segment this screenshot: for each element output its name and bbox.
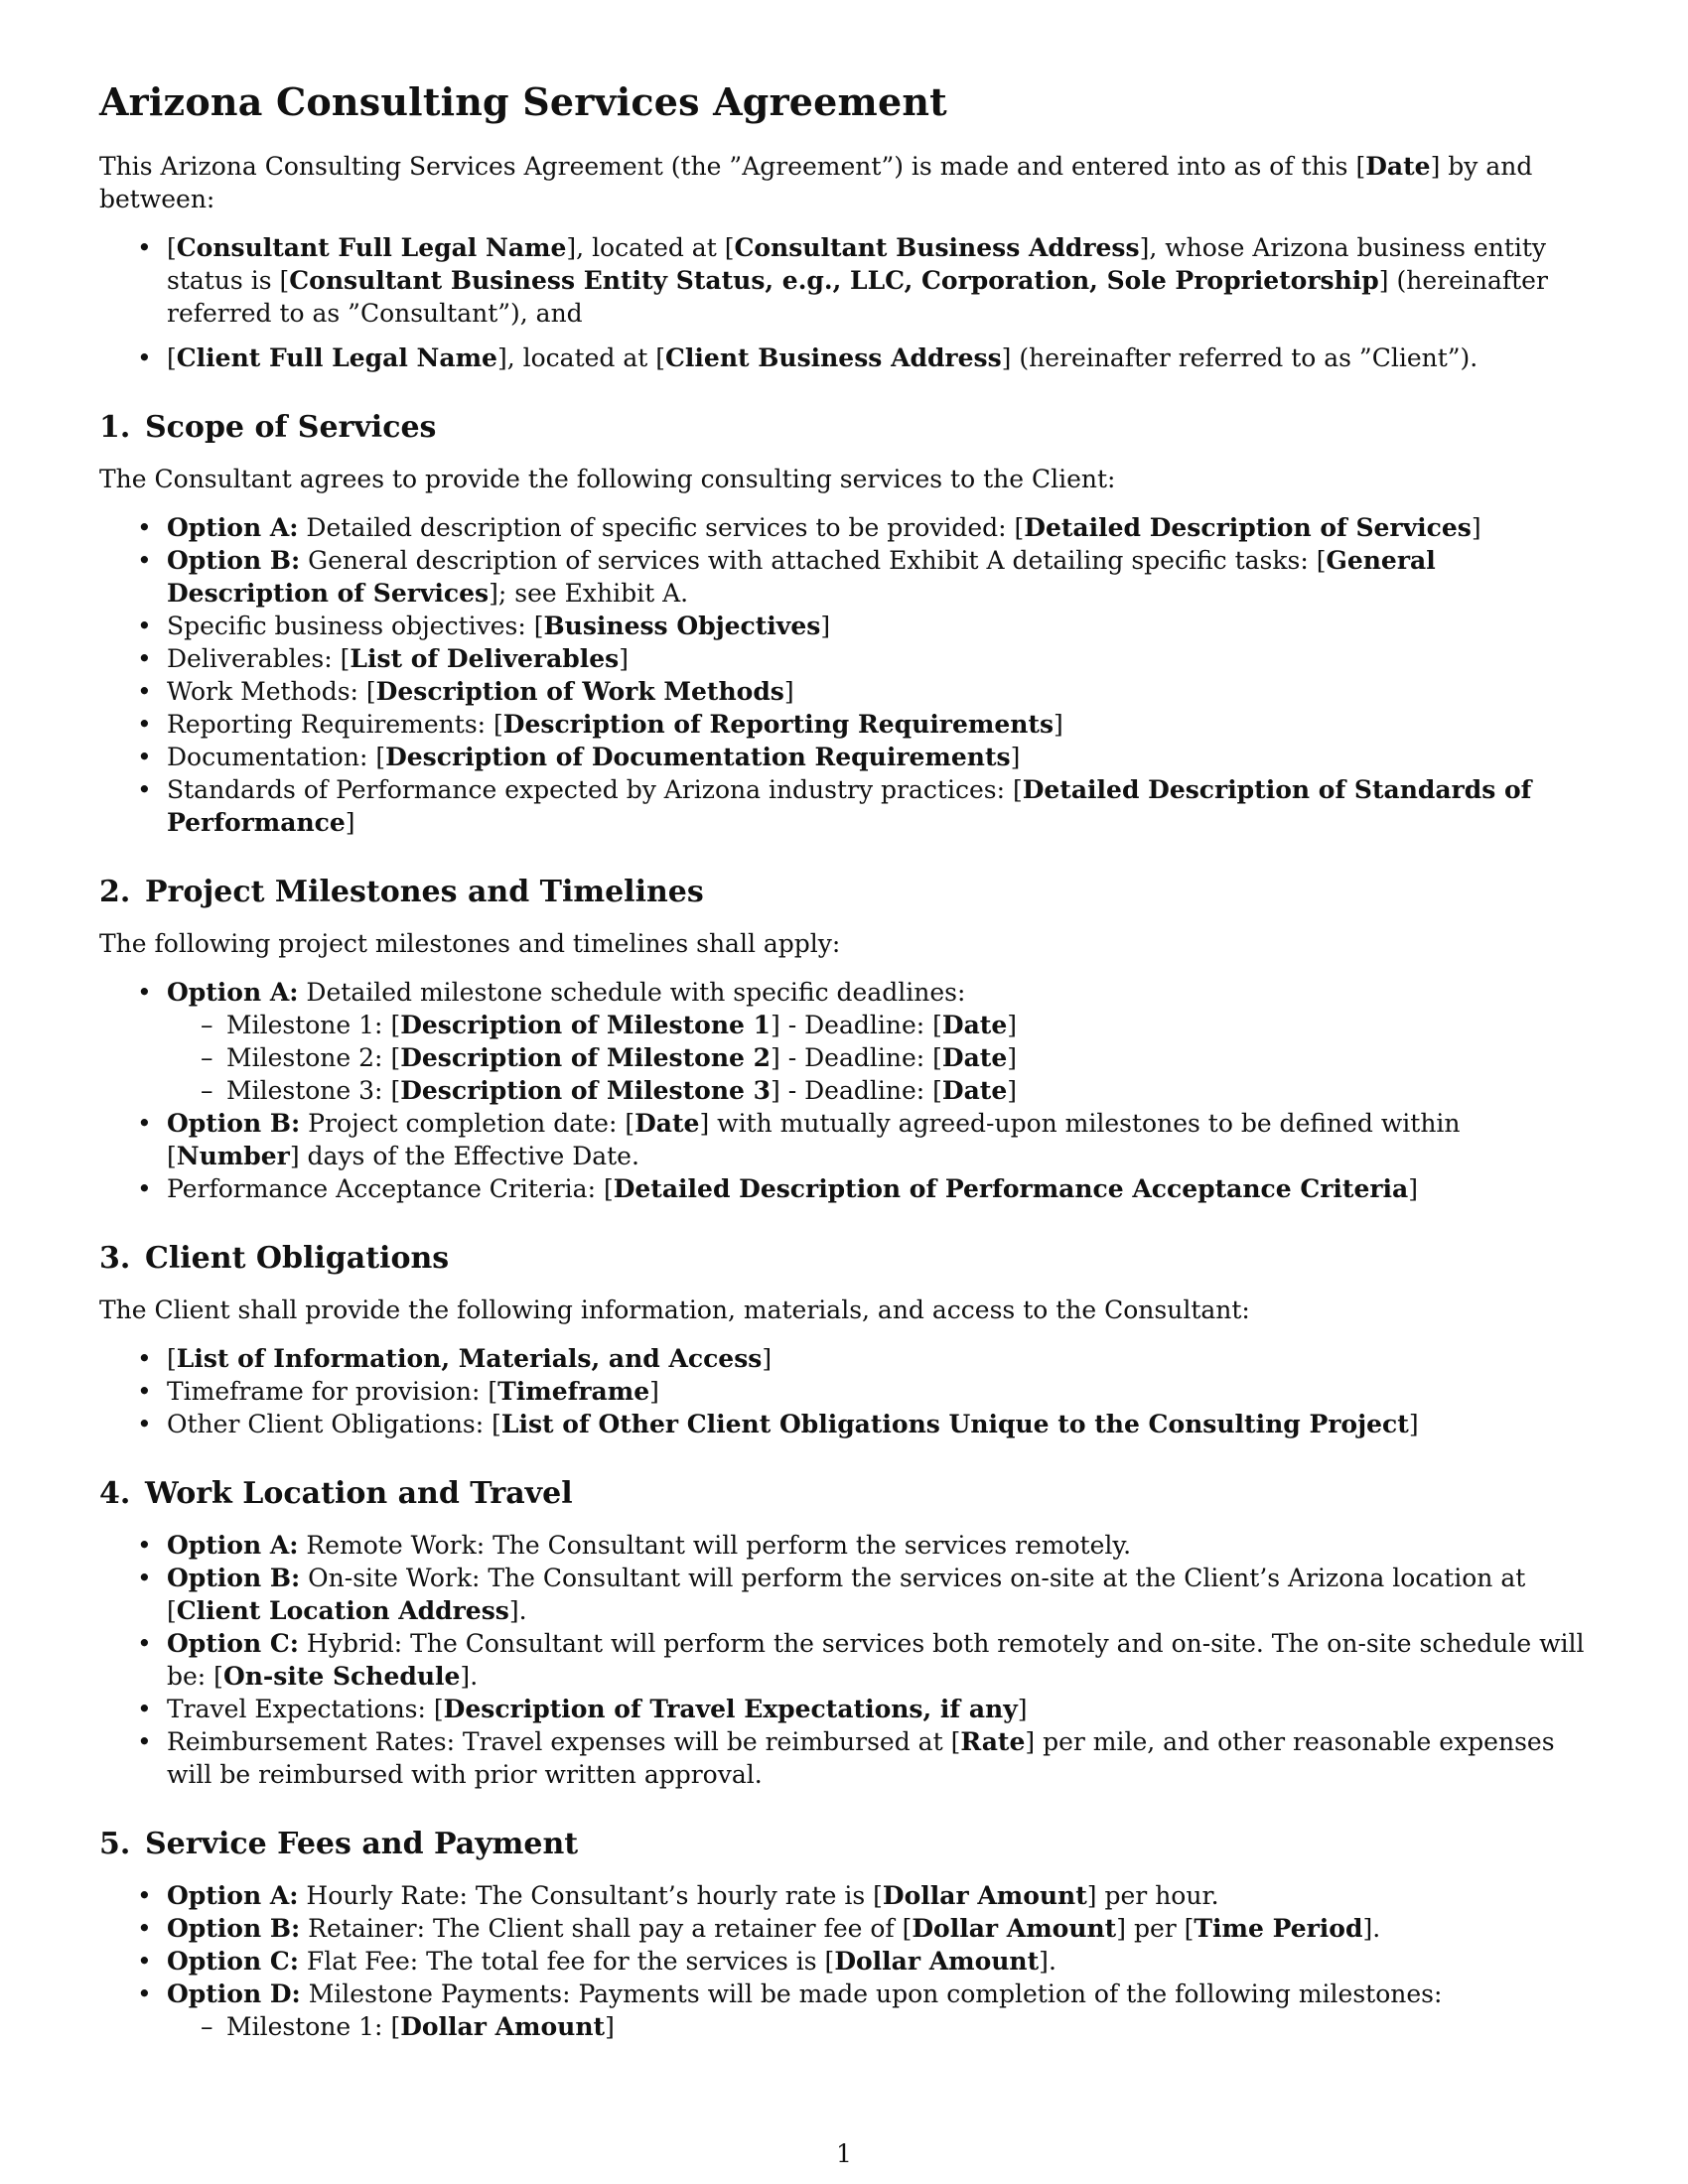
reimbursement-rates: • Reimbursement Rates: Travel expenses will be reimbursed at [ Rate ] per mile, and other reasonable expenses will be reimbursed with prior written approval. — [167, 1725, 1589, 1791]
section-heading-milestones — [99, 875, 1589, 909]
party-text: , located at — [506, 343, 656, 372]
milestones-list — [99, 976, 1589, 1205]
section-title: Project Milestones and Timelines — [145, 875, 704, 909]
party-client — [167, 341, 1589, 374]
placeholder: [ Dollar Amount ] — [873, 1881, 1096, 1910]
location-option-c: • Option C: Hybrid: The Consultant will perform the services both remotely and on-site. The on-site schedule will be: [ On-site Schedule ] . — [167, 1627, 1589, 1693]
scope-list — [99, 511, 1589, 839]
section-number: 2. — [99, 875, 131, 909]
milestone-item: – Milestone 2: [ Description of Milestone 2 ] - Deadline: [ Date ] — [226, 1041, 1589, 1074]
placeholder: [ Detailed Description of Standards of Performance ] — [167, 775, 1531, 837]
placeholder: [ Dollar Amount ] — [390, 2012, 614, 2041]
section-heading-client-obligations — [99, 1241, 1589, 1276]
fees-list — [99, 1879, 1589, 2043]
placeholder: [ Description of Reporting Requirements ] — [493, 710, 1063, 739]
placeholder: [ Business Objectives ] — [534, 612, 830, 640]
section-number: 5. — [99, 1827, 131, 1861]
placeholder: [ Detailed Description of Performance Acceptance Criteria ] — [604, 1174, 1418, 1203]
section-title: Work Location and Travel — [145, 1476, 573, 1511]
scope-item: • Option B: General description of services with attached Exhibit A detailing specific tasks: [ General Description of Services ] ; see Exhibit A. — [167, 544, 1589, 610]
placeholder: [ Dollar Amount ] — [825, 1947, 1049, 1976]
placeholder: [ Dollar Amount ] — [903, 1914, 1126, 1943]
party-text: , whose Arizona business entity status is — [167, 233, 1547, 295]
party-text: , located at — [576, 233, 725, 262]
obligation-item: • Other Client Obligations: [ List of Other Client Obligations Unique to the Consulting Project ] — [167, 1408, 1589, 1440]
scope-item: • Work Methods: [ Description of Work Methods ] — [167, 675, 1589, 708]
client-address-placeholder: [ Client Business Address ] — [655, 343, 1011, 372]
party-text: (hereinafter referred to as ”Consultant”), and — [167, 266, 1548, 328]
obligation-item: • Timeframe for provision: [ Timeframe ] — [167, 1375, 1589, 1408]
intro-paragraph — [99, 150, 1589, 215]
placeholder: [ Description of Documentation Requirements ] — [375, 743, 1020, 771]
section-number: 1. — [99, 410, 131, 445]
placeholder: [ List of Information, Materials, and Access ] — [167, 1344, 772, 1373]
milestone-option-b: • Option B: Project completion date: [ Date ] with mutually agreed-upon milestones to be defined within [ Number ] days of the Effective Date. — [167, 1107, 1589, 1172]
placeholder: [ Description of Work Methods ] — [366, 677, 794, 706]
date-placeholder: [ Date ] — [1355, 152, 1440, 181]
placeholder: [ Date ] — [625, 1109, 709, 1138]
milestone-item: – Milestone 1: [ Description of Milestone 1 ] - Deadline: [ Date ] — [226, 1009, 1589, 1041]
parties-list — [99, 231, 1589, 374]
section-intro: The Consultant agrees to provide the following consulting services to the Client: — [99, 465, 1116, 493]
work-location-list — [99, 1529, 1589, 1791]
travel-expectations: • Travel Expectations: [ Description of Travel Expectations, if any ] — [167, 1693, 1589, 1725]
placeholder: [ List of Other Client Obligations Unique to the Consulting Project ] — [492, 1410, 1418, 1438]
placeholder: [ Date ] — [932, 1011, 1017, 1039]
section-number: 4. — [99, 1476, 131, 1511]
placeholder: [ Number ] — [167, 1142, 300, 1170]
consultant-status-placeholder: [ Consultant Business Entity Status, e.g., LLC, Corporation, Sole Proprietorship ] — [279, 266, 1388, 295]
section-title: Client Obligations — [145, 1241, 450, 1276]
section-number: 3. — [99, 1241, 131, 1276]
section-heading-scope — [99, 410, 1589, 445]
placeholder: [ Rate ] — [951, 1727, 1036, 1756]
scope-item: • Option A: Detailed description of specific services to be provided: [ Detailed Description of Services ] — [167, 511, 1589, 544]
scope-item: • Standards of Performance expected by Arizona industry practices: [ Detailed Description of Standards of Performance ] — [167, 773, 1589, 839]
fee-milestone-sublist — [167, 2010, 1589, 2043]
section-intro: The Client shall provide the following information, materials, and access to the Consultant: — [99, 1296, 1250, 1324]
section-heading-fees — [99, 1827, 1589, 1861]
placeholder: [ Description of Milestone 2 ] — [390, 1043, 779, 1072]
consultant-address-placeholder: [ Consultant Business Address ] — [725, 233, 1150, 262]
consultant-name-placeholder: [ Consultant Full Legal Name ] — [167, 233, 576, 262]
document-title: Arizona Consulting Services Agreement — [99, 79, 947, 124]
fee-option-c: • Option C: Flat Fee: The total fee for the services is [ Dollar Amount ] . — [167, 1945, 1589, 1978]
location-option-a: • Option A: Remote Work: The Consultant will perform the services remotely. — [167, 1529, 1589, 1562]
placeholder: [ Client Location Address ] — [167, 1596, 519, 1625]
party-text: (hereinafter referred to as ”Client”). — [1011, 343, 1478, 372]
fee-option-b: • Option B: Retainer: The Client shall pay a retainer fee of [ Dollar Amount ] per [ Time Period ] . — [167, 1912, 1589, 1945]
milestone-option-a: • Option A: Detailed milestone schedule with specific deadlines: – Milestone 1: [ Description of Milestone 1 ] - Deadline: [ Date ] – Milestone 2: [ Description of Milestone 2 ] - Deadline: [ Date ] – Milestone 3: [ Description of Milestone 3 ] - Deadline: [ Date ] — [167, 976, 1589, 1107]
section-heading-work-location — [99, 1476, 1589, 1511]
acceptance-criteria: • Performance Acceptance Criteria: [ Detailed Description of Performance Acceptance Criteria ] — [167, 1172, 1589, 1205]
document-page — [99, 79, 1589, 2043]
fee-option-d: • Option D: Milestone Payments: Payments will be made upon completion of the following milestones: – Milestone 1: [ Dollar Amount ] — [167, 1978, 1589, 2043]
section-title: Service Fees and Payment — [145, 1827, 579, 1861]
intro-after: by and between: — [99, 152, 1533, 213]
placeholder: [ Description of Travel Expectations, if any ] — [434, 1695, 1028, 1723]
placeholder: [ List of Deliverables ] — [341, 644, 629, 673]
placeholder: [ On-site Schedule ] — [213, 1662, 470, 1691]
section-intro: The following project milestones and timelines shall apply: — [99, 929, 841, 958]
page-number: 1 — [836, 2139, 852, 2168]
placeholder: [ Time Period ] — [1185, 1914, 1373, 1943]
placeholder: [ Timeframe ] — [488, 1377, 658, 1406]
intro-text: This Arizona Consulting Services Agreement (the ”Agreement”) is made and entered into as of this — [99, 152, 1356, 181]
placeholder: [ Description of Milestone 1 ] — [390, 1011, 779, 1039]
obligation-item — [167, 1342, 1589, 1375]
scope-item: • Specific business objectives: [ Business Objectives ] — [167, 610, 1589, 642]
client-name-placeholder: [ Client Full Legal Name ] — [167, 343, 507, 372]
party-consultant — [167, 231, 1589, 330]
scope-item: • Reporting Requirements: [ Description of Reporting Requirements ] — [167, 708, 1589, 741]
placeholder: [ Description of Milestone 3 ] — [390, 1076, 779, 1105]
scope-item: • Documentation: [ Description of Documentation Requirements ] — [167, 741, 1589, 773]
placeholder: [ General Description of Services ] — [167, 546, 1436, 608]
placeholder: [ Date ] — [932, 1043, 1017, 1072]
placeholder: [ Date ] — [932, 1076, 1017, 1105]
milestone-sublist — [167, 1009, 1589, 1107]
scope-item: • Deliverables: [ List of Deliverables ] — [167, 642, 1589, 675]
placeholder: [ Detailed Description of Services ] — [1015, 513, 1481, 542]
milestone-item: – Milestone 3: [ Description of Milestone 3 ] - Deadline: [ Date ] — [226, 1074, 1589, 1107]
fee-milestone-item: – Milestone 1: [ Dollar Amount ] — [226, 2010, 1589, 2043]
fee-option-a: • Option A: Hourly Rate: The Consultant’s hourly rate is [ Dollar Amount ] per hour. — [167, 1879, 1589, 1912]
location-option-b: • Option B: On-site Work: The Consultant will perform the services on-site at the Client’s Arizona location at [ Client Location Address ] . — [167, 1562, 1589, 1627]
client-obligations-list — [99, 1342, 1589, 1440]
section-title: Scope of Services — [145, 410, 437, 445]
